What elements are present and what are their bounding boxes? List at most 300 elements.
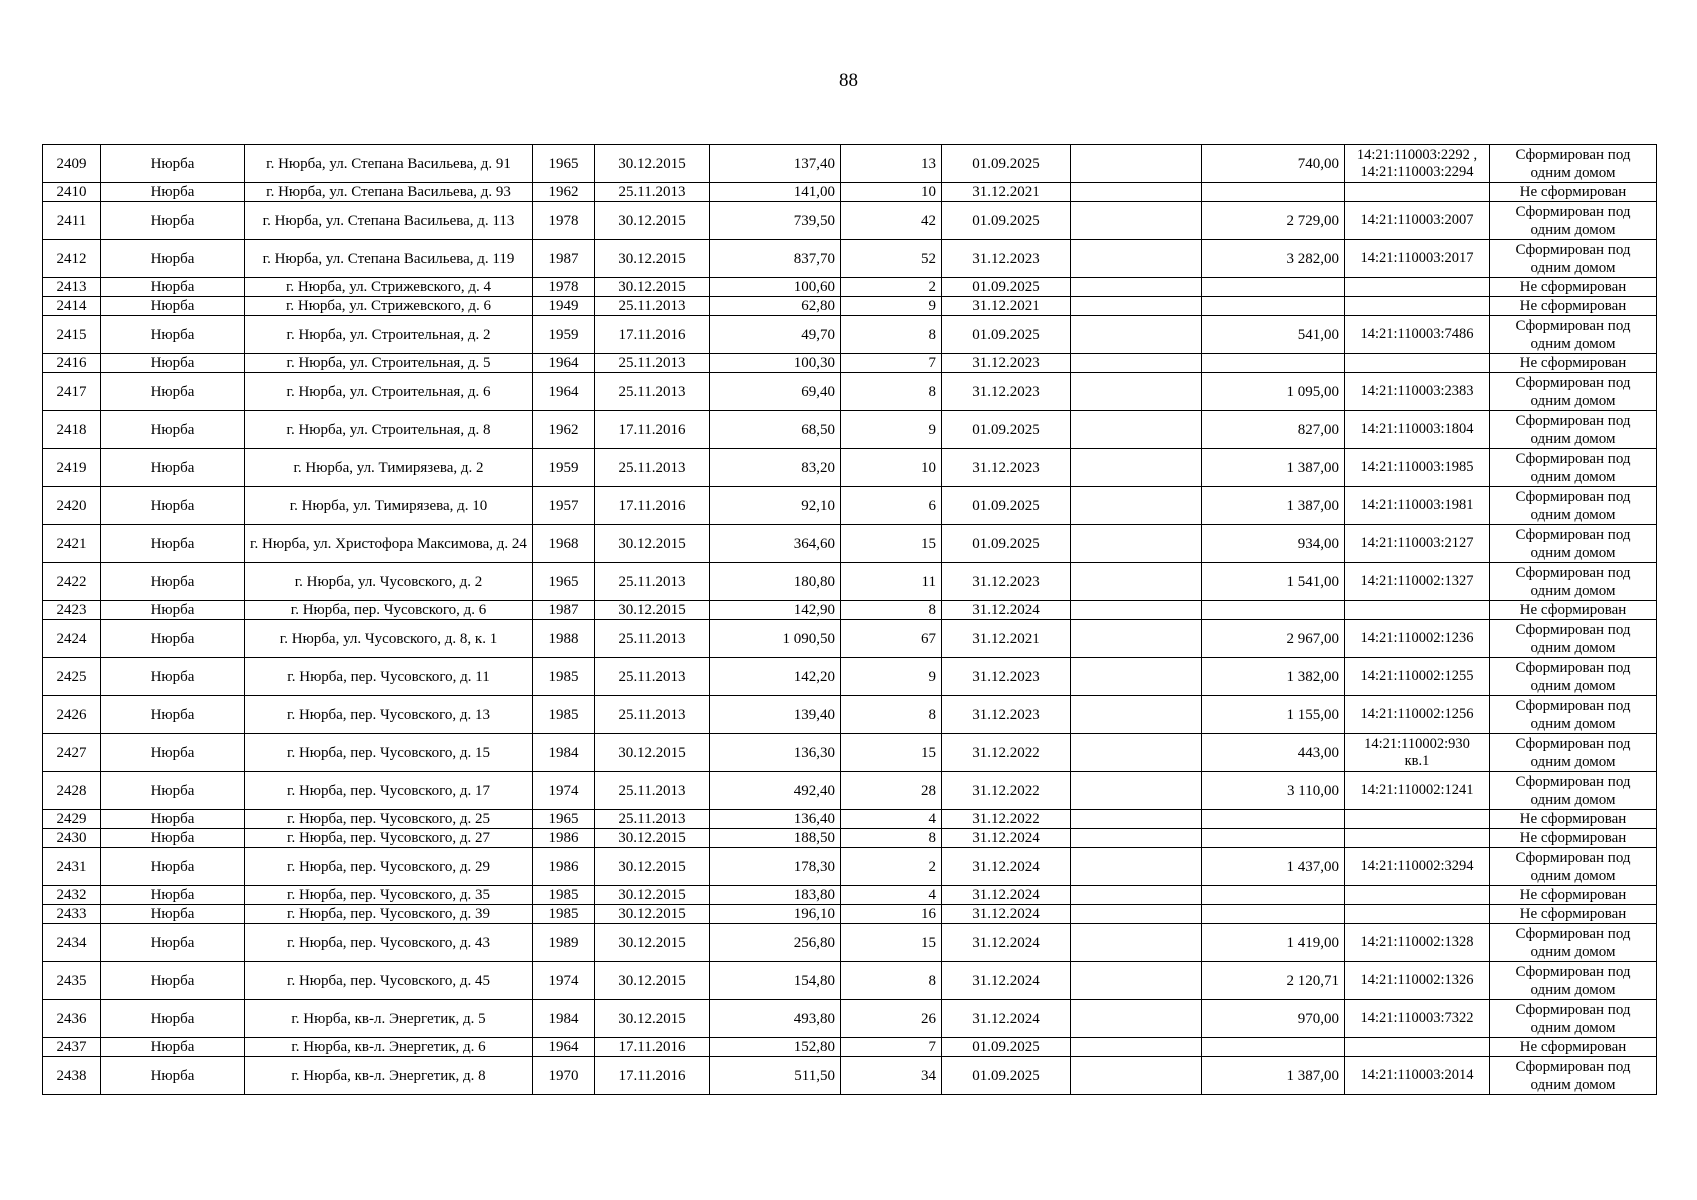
table-row xyxy=(43,601,1657,620)
cell-empty-cell xyxy=(1071,316,1202,354)
cell-status: Сформирован под одним домом xyxy=(1490,734,1657,772)
table-row xyxy=(43,354,1657,373)
cell-land-area xyxy=(1202,183,1345,202)
cell-year-built: 1978 xyxy=(533,202,595,240)
cell-count: 15 xyxy=(841,734,942,772)
cell-cadastral-number xyxy=(1345,810,1490,829)
cell-address: г. Нюрба, ул. Стрижевского, д. 6 xyxy=(245,297,533,316)
cell-count: 10 xyxy=(841,449,942,487)
cell-land-area xyxy=(1202,297,1345,316)
cell-year-built: 1962 xyxy=(533,411,595,449)
cell-address: г. Нюрба, кв-л. Энергетик, д. 8 xyxy=(245,1057,533,1095)
cell-year-built: 1965 xyxy=(533,563,595,601)
cell-locality: Нюрба xyxy=(101,373,245,411)
cell-date: 30.12.2015 xyxy=(595,848,710,886)
cell-empty-cell xyxy=(1071,145,1202,183)
cell-address: г. Нюрба, ул. Тимирязева, д. 2 xyxy=(245,449,533,487)
cell-empty-cell xyxy=(1071,696,1202,734)
cell-address: г. Нюрба, пер. Чусовского, д. 13 xyxy=(245,696,533,734)
cell-status: Сформирован под одним домом xyxy=(1490,696,1657,734)
cell-cadastral-number xyxy=(1345,183,1490,202)
cell-area: 100,30 xyxy=(710,354,841,373)
cell-status: Сформирован под одним домом xyxy=(1490,658,1657,696)
cell-locality: Нюрба xyxy=(101,354,245,373)
table-row xyxy=(43,772,1657,810)
cell-locality: Нюрба xyxy=(101,658,245,696)
cell-term-date: 31.12.2023 xyxy=(942,354,1071,373)
cell-row-number: 2418 xyxy=(43,411,101,449)
cell-empty-cell xyxy=(1071,772,1202,810)
cell-year-built: 1974 xyxy=(533,962,595,1000)
cell-empty-cell xyxy=(1071,183,1202,202)
cell-locality: Нюрба xyxy=(101,487,245,525)
cell-status: Не сформирован xyxy=(1490,183,1657,202)
cell-date: 30.12.2015 xyxy=(595,278,710,297)
cell-count: 28 xyxy=(841,772,942,810)
table-row xyxy=(43,905,1657,924)
cell-date: 30.12.2015 xyxy=(595,886,710,905)
table-row xyxy=(43,525,1657,563)
cell-status: Не сформирован xyxy=(1490,1038,1657,1057)
cell-cadastral-number xyxy=(1345,297,1490,316)
cell-row-number: 2419 xyxy=(43,449,101,487)
cell-count: 9 xyxy=(841,658,942,696)
cell-cadastral-number: 14:21:110002:1255 xyxy=(1345,658,1490,696)
cell-land-area: 1 387,00 xyxy=(1202,1057,1345,1095)
cell-cadastral-number: 14:21:110002:1326 xyxy=(1345,962,1490,1000)
cell-cadastral-number: 14:21:110003:2383 xyxy=(1345,373,1490,411)
cell-year-built: 1962 xyxy=(533,183,595,202)
cell-locality: Нюрба xyxy=(101,696,245,734)
cell-date: 25.11.2013 xyxy=(595,183,710,202)
cell-row-number: 2434 xyxy=(43,924,101,962)
cell-area: 139,40 xyxy=(710,696,841,734)
cell-address: г. Нюрба, кв-л. Энергетик, д. 5 xyxy=(245,1000,533,1038)
cell-land-area: 934,00 xyxy=(1202,525,1345,563)
cell-address: г. Нюрба, ул. Тимирязева, д. 10 xyxy=(245,487,533,525)
cell-row-number: 2416 xyxy=(43,354,101,373)
cell-date: 30.12.2015 xyxy=(595,145,710,183)
cell-locality: Нюрба xyxy=(101,411,245,449)
cell-count: 8 xyxy=(841,373,942,411)
cell-empty-cell xyxy=(1071,924,1202,962)
table-row xyxy=(43,829,1657,848)
cell-address: г. Нюрба, ул. Стрижевского, д. 4 xyxy=(245,278,533,297)
cell-year-built: 1964 xyxy=(533,373,595,411)
cell-locality: Нюрба xyxy=(101,962,245,1000)
cell-land-area: 2 120,71 xyxy=(1202,962,1345,1000)
cell-row-number: 2430 xyxy=(43,829,101,848)
cell-date: 30.12.2015 xyxy=(595,829,710,848)
cell-address: г. Нюрба, ул. Степана Васильева, д. 91 xyxy=(245,145,533,183)
cell-locality: Нюрба xyxy=(101,316,245,354)
cell-count: 11 xyxy=(841,563,942,601)
cell-locality: Нюрба xyxy=(101,810,245,829)
cell-status: Сформирован под одним домом xyxy=(1490,373,1657,411)
cell-row-number: 2423 xyxy=(43,601,101,620)
cell-cadastral-number: 14:21:110002:1241 xyxy=(1345,772,1490,810)
table-row xyxy=(43,962,1657,1000)
cell-area: 141,00 xyxy=(710,183,841,202)
table-row xyxy=(43,297,1657,316)
cell-empty-cell xyxy=(1071,848,1202,886)
cell-date: 17.11.2016 xyxy=(595,487,710,525)
table-row xyxy=(43,183,1657,202)
cell-row-number: 2410 xyxy=(43,183,101,202)
cell-status: Сформирован под одним домом xyxy=(1490,240,1657,278)
cell-date: 25.11.2013 xyxy=(595,696,710,734)
cell-row-number: 2435 xyxy=(43,962,101,1000)
cell-row-number: 2428 xyxy=(43,772,101,810)
cell-status: Сформирован под одним домом xyxy=(1490,1000,1657,1038)
cell-empty-cell xyxy=(1071,487,1202,525)
cell-year-built: 1957 xyxy=(533,487,595,525)
cell-year-built: 1989 xyxy=(533,924,595,962)
cell-year-built: 1970 xyxy=(533,1057,595,1095)
cell-cadastral-number xyxy=(1345,601,1490,620)
cell-locality: Нюрба xyxy=(101,905,245,924)
cell-date: 25.11.2013 xyxy=(595,354,710,373)
cell-status: Сформирован под одним домом xyxy=(1490,772,1657,810)
cell-term-date: 31.12.2021 xyxy=(942,297,1071,316)
cell-land-area: 1 095,00 xyxy=(1202,373,1345,411)
cell-status: Сформирован под одним домом xyxy=(1490,525,1657,563)
cell-area: 68,50 xyxy=(710,411,841,449)
cell-cadastral-number: 14:21:110003:2014 xyxy=(1345,1057,1490,1095)
cell-row-number: 2426 xyxy=(43,696,101,734)
cell-count: 9 xyxy=(841,411,942,449)
cell-area: 100,60 xyxy=(710,278,841,297)
cell-year-built: 1964 xyxy=(533,1038,595,1057)
cell-land-area xyxy=(1202,810,1345,829)
cell-area: 154,80 xyxy=(710,962,841,1000)
cell-land-area: 1 541,00 xyxy=(1202,563,1345,601)
cell-land-area: 1 437,00 xyxy=(1202,848,1345,886)
table-row xyxy=(43,924,1657,962)
cell-term-date: 31.12.2021 xyxy=(942,183,1071,202)
cell-land-area xyxy=(1202,278,1345,297)
cell-date: 30.12.2015 xyxy=(595,240,710,278)
cell-cadastral-number: 14:21:110003:1981 xyxy=(1345,487,1490,525)
cell-date: 30.12.2015 xyxy=(595,601,710,620)
cell-empty-cell xyxy=(1071,202,1202,240)
cell-address: г. Нюрба, ул. Строительная, д. 2 xyxy=(245,316,533,354)
cell-locality: Нюрба xyxy=(101,1038,245,1057)
cell-count: 6 xyxy=(841,487,942,525)
cell-row-number: 2436 xyxy=(43,1000,101,1038)
cell-land-area: 2 967,00 xyxy=(1202,620,1345,658)
cell-year-built: 1986 xyxy=(533,848,595,886)
cell-locality: Нюрба xyxy=(101,183,245,202)
cell-year-built: 1965 xyxy=(533,145,595,183)
cell-date: 17.11.2016 xyxy=(595,1057,710,1095)
cell-status: Не сформирован xyxy=(1490,905,1657,924)
cell-empty-cell xyxy=(1071,411,1202,449)
cell-count: 26 xyxy=(841,1000,942,1038)
cell-land-area xyxy=(1202,905,1345,924)
cell-status: Сформирован под одним домом xyxy=(1490,449,1657,487)
cell-empty-cell xyxy=(1071,563,1202,601)
cell-cadastral-number: 14:21:110003:2017 xyxy=(1345,240,1490,278)
cell-count: 10 xyxy=(841,183,942,202)
cell-year-built: 1985 xyxy=(533,886,595,905)
cell-row-number: 2417 xyxy=(43,373,101,411)
cell-row-number: 2421 xyxy=(43,525,101,563)
cell-locality: Нюрба xyxy=(101,1000,245,1038)
cell-status: Сформирован под одним домом xyxy=(1490,620,1657,658)
table-row xyxy=(43,734,1657,772)
cell-term-date: 01.09.2025 xyxy=(942,411,1071,449)
cell-count: 15 xyxy=(841,924,942,962)
cell-locality: Нюрба xyxy=(101,829,245,848)
cell-empty-cell xyxy=(1071,658,1202,696)
cell-address: г. Нюрба, ул. Степана Васильева, д. 119 xyxy=(245,240,533,278)
cell-cadastral-number xyxy=(1345,829,1490,848)
cell-address: г. Нюрба, ул. Степана Васильева, д. 113 xyxy=(245,202,533,240)
cell-term-date: 01.09.2025 xyxy=(942,1057,1071,1095)
table-row xyxy=(43,411,1657,449)
cell-locality: Нюрба xyxy=(101,620,245,658)
table-row xyxy=(43,145,1657,183)
cell-date: 25.11.2013 xyxy=(595,563,710,601)
cell-date: 30.12.2015 xyxy=(595,962,710,1000)
cell-area: 183,80 xyxy=(710,886,841,905)
cell-area: 364,60 xyxy=(710,525,841,563)
page-number: 88 xyxy=(839,70,858,91)
cell-address: г. Нюрба, пер. Чусовского, д. 17 xyxy=(245,772,533,810)
table-row xyxy=(43,202,1657,240)
table-row xyxy=(43,278,1657,297)
cell-date: 25.11.2013 xyxy=(595,658,710,696)
cell-area: 837,70 xyxy=(710,240,841,278)
cell-area: 492,40 xyxy=(710,772,841,810)
cell-empty-cell xyxy=(1071,962,1202,1000)
cell-term-date: 01.09.2025 xyxy=(942,487,1071,525)
cell-term-date: 31.12.2022 xyxy=(942,772,1071,810)
cell-area: 49,70 xyxy=(710,316,841,354)
cell-count: 8 xyxy=(841,601,942,620)
cell-address: г. Нюрба, пер. Чусовского, д. 45 xyxy=(245,962,533,1000)
cell-count: 34 xyxy=(841,1057,942,1095)
table-row xyxy=(43,620,1657,658)
cell-term-date: 01.09.2025 xyxy=(942,525,1071,563)
cell-address: г. Нюрба, ул. Степана Васильева, д. 93 xyxy=(245,183,533,202)
cell-area: 180,80 xyxy=(710,563,841,601)
cell-row-number: 2425 xyxy=(43,658,101,696)
cell-date: 30.12.2015 xyxy=(595,905,710,924)
cell-area: 511,50 xyxy=(710,1057,841,1095)
cell-count: 9 xyxy=(841,297,942,316)
cell-empty-cell xyxy=(1071,278,1202,297)
cell-status: Не сформирован xyxy=(1490,810,1657,829)
cell-term-date: 31.12.2022 xyxy=(942,810,1071,829)
cell-date: 25.11.2013 xyxy=(595,449,710,487)
cell-date: 17.11.2016 xyxy=(595,316,710,354)
cell-land-area: 740,00 xyxy=(1202,145,1345,183)
cell-land-area: 827,00 xyxy=(1202,411,1345,449)
cell-cadastral-number xyxy=(1345,278,1490,297)
cell-year-built: 1985 xyxy=(533,696,595,734)
cell-address: г. Нюрба, ул. Чусовского, д. 8, к. 1 xyxy=(245,620,533,658)
cell-locality: Нюрба xyxy=(101,924,245,962)
cell-year-built: 1978 xyxy=(533,278,595,297)
cell-year-built: 1968 xyxy=(533,525,595,563)
cell-row-number: 2427 xyxy=(43,734,101,772)
cell-land-area: 1 155,00 xyxy=(1202,696,1345,734)
cell-row-number: 2413 xyxy=(43,278,101,297)
cell-year-built: 1986 xyxy=(533,829,595,848)
cell-count: 8 xyxy=(841,829,942,848)
table-body xyxy=(43,145,1657,1095)
cell-address: г. Нюрба, пер. Чусовского, д. 11 xyxy=(245,658,533,696)
cell-term-date: 01.09.2025 xyxy=(942,316,1071,354)
cell-term-date: 31.12.2023 xyxy=(942,696,1071,734)
cell-count: 52 xyxy=(841,240,942,278)
cell-term-date: 31.12.2023 xyxy=(942,373,1071,411)
cell-area: 62,80 xyxy=(710,297,841,316)
cell-count: 8 xyxy=(841,696,942,734)
cell-count: 42 xyxy=(841,202,942,240)
cell-date: 17.11.2016 xyxy=(595,1038,710,1057)
cell-row-number: 2415 xyxy=(43,316,101,354)
cell-cadastral-number: 14:21:110002:930 кв.1 xyxy=(1345,734,1490,772)
cell-cadastral-number: 14:21:110003:7486 xyxy=(1345,316,1490,354)
cell-address: г. Нюрба, пер. Чусовского, д. 29 xyxy=(245,848,533,886)
cell-land-area xyxy=(1202,354,1345,373)
cell-land-area xyxy=(1202,829,1345,848)
cell-land-area xyxy=(1202,601,1345,620)
cell-cadastral-number: 14:21:110003:1985 xyxy=(1345,449,1490,487)
cell-status: Не сформирован xyxy=(1490,829,1657,848)
table-row xyxy=(43,1000,1657,1038)
cell-year-built: 1985 xyxy=(533,658,595,696)
cell-term-date: 31.12.2024 xyxy=(942,829,1071,848)
table-row xyxy=(43,240,1657,278)
cell-date: 25.11.2013 xyxy=(595,297,710,316)
cell-status: Не сформирован xyxy=(1490,297,1657,316)
cell-row-number: 2431 xyxy=(43,848,101,886)
cell-term-date: 31.12.2024 xyxy=(942,924,1071,962)
cell-row-number: 2432 xyxy=(43,886,101,905)
cell-count: 4 xyxy=(841,886,942,905)
cell-empty-cell xyxy=(1071,354,1202,373)
cell-status: Не сформирован xyxy=(1490,278,1657,297)
cell-term-date: 31.12.2021 xyxy=(942,620,1071,658)
cell-empty-cell xyxy=(1071,1000,1202,1038)
cell-date: 25.11.2013 xyxy=(595,373,710,411)
table-row xyxy=(43,316,1657,354)
cell-land-area: 1 419,00 xyxy=(1202,924,1345,962)
cell-address: г. Нюрба, пер. Чусовского, д. 27 xyxy=(245,829,533,848)
cell-term-date: 01.09.2025 xyxy=(942,278,1071,297)
cell-locality: Нюрба xyxy=(101,734,245,772)
cell-count: 67 xyxy=(841,620,942,658)
cell-cadastral-number: 14:21:110002:1236 xyxy=(1345,620,1490,658)
cell-cadastral-number xyxy=(1345,1038,1490,1057)
cell-year-built: 1988 xyxy=(533,620,595,658)
cell-area: 152,80 xyxy=(710,1038,841,1057)
cell-date: 25.11.2013 xyxy=(595,810,710,829)
cell-land-area: 541,00 xyxy=(1202,316,1345,354)
cell-address: г. Нюрба, ул. Строительная, д. 6 xyxy=(245,373,533,411)
cell-row-number: 2433 xyxy=(43,905,101,924)
cell-term-date: 31.12.2023 xyxy=(942,563,1071,601)
cell-row-number: 2429 xyxy=(43,810,101,829)
cell-locality: Нюрба xyxy=(101,848,245,886)
cell-term-date: 01.09.2025 xyxy=(942,1038,1071,1057)
cell-area: 137,40 xyxy=(710,145,841,183)
cell-term-date: 01.09.2025 xyxy=(942,145,1071,183)
table-row xyxy=(43,449,1657,487)
cell-year-built: 1985 xyxy=(533,905,595,924)
cell-land-area xyxy=(1202,886,1345,905)
cell-cadastral-number xyxy=(1345,905,1490,924)
cell-area: 83,20 xyxy=(710,449,841,487)
cell-address: г. Нюрба, пер. Чусовского, д. 25 xyxy=(245,810,533,829)
cell-row-number: 2409 xyxy=(43,145,101,183)
table-row xyxy=(43,810,1657,829)
cell-term-date: 31.12.2024 xyxy=(942,886,1071,905)
cell-year-built: 1949 xyxy=(533,297,595,316)
table-row xyxy=(43,848,1657,886)
cell-area: 142,20 xyxy=(710,658,841,696)
cell-status: Не сформирован xyxy=(1490,886,1657,905)
cell-term-date: 31.12.2024 xyxy=(942,962,1071,1000)
cell-count: 7 xyxy=(841,354,942,373)
cell-area: 142,90 xyxy=(710,601,841,620)
cell-area: 92,10 xyxy=(710,487,841,525)
cell-empty-cell xyxy=(1071,620,1202,658)
cell-cadastral-number xyxy=(1345,354,1490,373)
cell-land-area: 2 729,00 xyxy=(1202,202,1345,240)
cell-year-built: 1964 xyxy=(533,354,595,373)
cell-locality: Нюрба xyxy=(101,1057,245,1095)
cell-locality: Нюрба xyxy=(101,278,245,297)
cell-empty-cell xyxy=(1071,1057,1202,1095)
table-row xyxy=(43,696,1657,734)
cell-empty-cell xyxy=(1071,1038,1202,1057)
cell-locality: Нюрба xyxy=(101,772,245,810)
cell-year-built: 1965 xyxy=(533,810,595,829)
cell-row-number: 2437 xyxy=(43,1038,101,1057)
cell-status: Сформирован под одним домом xyxy=(1490,487,1657,525)
cell-empty-cell xyxy=(1071,829,1202,848)
cell-area: 493,80 xyxy=(710,1000,841,1038)
cell-count: 8 xyxy=(841,962,942,1000)
cell-year-built: 1974 xyxy=(533,772,595,810)
cell-empty-cell xyxy=(1071,373,1202,411)
cell-status: Сформирован под одним домом xyxy=(1490,563,1657,601)
cell-area: 178,30 xyxy=(710,848,841,886)
cell-term-date: 31.12.2024 xyxy=(942,905,1071,924)
table-row xyxy=(43,886,1657,905)
cell-address: г. Нюрба, ул. Строительная, д. 8 xyxy=(245,411,533,449)
cell-address: г. Нюрба, пер. Чусовского, д. 35 xyxy=(245,886,533,905)
cell-area: 136,30 xyxy=(710,734,841,772)
cell-locality: Нюрба xyxy=(101,202,245,240)
cell-cadastral-number: 14:21:110003:7322 xyxy=(1345,1000,1490,1038)
cell-row-number: 2411 xyxy=(43,202,101,240)
cell-term-date: 31.12.2023 xyxy=(942,449,1071,487)
cell-locality: Нюрба xyxy=(101,145,245,183)
cell-cadastral-number: 14:21:110003:1804 xyxy=(1345,411,1490,449)
cell-empty-cell xyxy=(1071,525,1202,563)
cell-count: 2 xyxy=(841,848,942,886)
cell-status: Сформирован под одним домом xyxy=(1490,1057,1657,1095)
cell-year-built: 1959 xyxy=(533,449,595,487)
cell-date: 17.11.2016 xyxy=(595,411,710,449)
cell-count: 7 xyxy=(841,1038,942,1057)
